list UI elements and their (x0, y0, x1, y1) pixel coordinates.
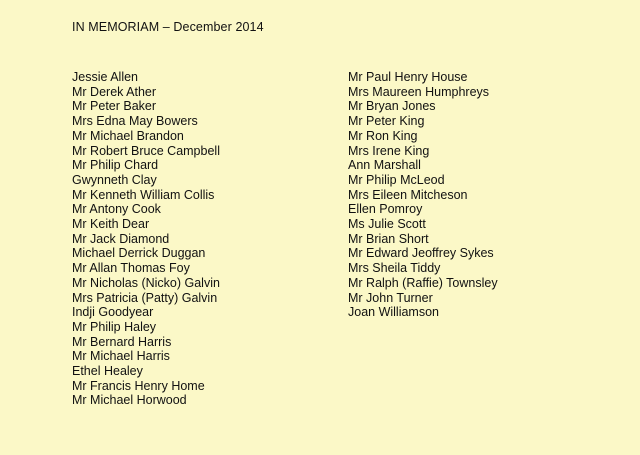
name-entry: Mrs Eileen Mitcheson (348, 187, 468, 202)
name-entry: Mr Nicholas (Nicko) Galvin (72, 275, 220, 290)
name-entry: Mr Edward Jeoffrey Sykes (348, 246, 494, 261)
name-entry: Mr Ralph (Raffie) Townsley (348, 275, 498, 290)
name-entry: Mr Brian Short (348, 231, 429, 246)
name-entry: Mr Antony Cook (72, 202, 161, 217)
name-entry: Mr Paul Henry House (348, 70, 468, 84)
name-entry: Mr Bernard Harris (72, 334, 172, 349)
name-entry: Mr John Turner (348, 290, 433, 305)
name-entry: Mrs Maureen Humphreys (348, 84, 490, 99)
name-entry: Mr Robert Bruce Campbell (72, 143, 220, 158)
name-entry: Ms Julie Scott (348, 217, 426, 232)
name-entry: Michael Derrick Duggan (72, 246, 206, 261)
name-entry: Mr Jack Diamond (72, 231, 170, 246)
name-entry: Mr Peter Baker (72, 99, 157, 114)
name-entry: Mr Ron King (348, 128, 418, 143)
names-column-right (348, 70, 498, 320)
name-entry: Ellen Pomroy (348, 202, 423, 217)
page-title: IN MEMORIAM – December 2014 (72, 20, 264, 34)
names-column-left (72, 70, 220, 408)
name-entry: Mrs Irene King (348, 143, 430, 158)
name-entry: Mr Michael Harris (72, 349, 170, 364)
name-entry: Mr Francis Henry Home (72, 378, 205, 393)
name-entry: Mr Philip Chard (72, 158, 159, 173)
name-entry: Jessie Allen (72, 70, 139, 84)
name-entry: Gwynneth Clay (72, 172, 157, 187)
name-entry: Mrs Edna May Bowers (72, 114, 198, 129)
name-entry: Mr Philip Haley (72, 319, 157, 334)
name-entry: Mr Kenneth William Collis (72, 187, 215, 202)
name-entry: Mr Michael Horwood (72, 393, 187, 408)
name-entry: Indji Goodyear (72, 305, 154, 320)
name-entry: Mr Bryan Jones (348, 99, 436, 114)
name-entry: Mr Peter King (348, 114, 425, 129)
name-entry: Mrs Patricia (Patty) Galvin (72, 290, 218, 305)
name-entry: Mr Keith Dear (72, 217, 150, 232)
name-entry: Mr Allan Thomas Foy (72, 261, 190, 276)
name-entry: Mrs Sheila Tiddy (348, 261, 441, 276)
name-entry: Joan Williamson (348, 305, 440, 320)
name-entry: Mr Philip McLeod (348, 172, 445, 187)
name-entry: Ethel Healey (72, 364, 143, 379)
name-entry: Mr Michael Brandon (72, 128, 184, 143)
name-entry: Ann Marshall (348, 158, 421, 173)
name-entry: Mr Derek Ather (72, 84, 157, 99)
